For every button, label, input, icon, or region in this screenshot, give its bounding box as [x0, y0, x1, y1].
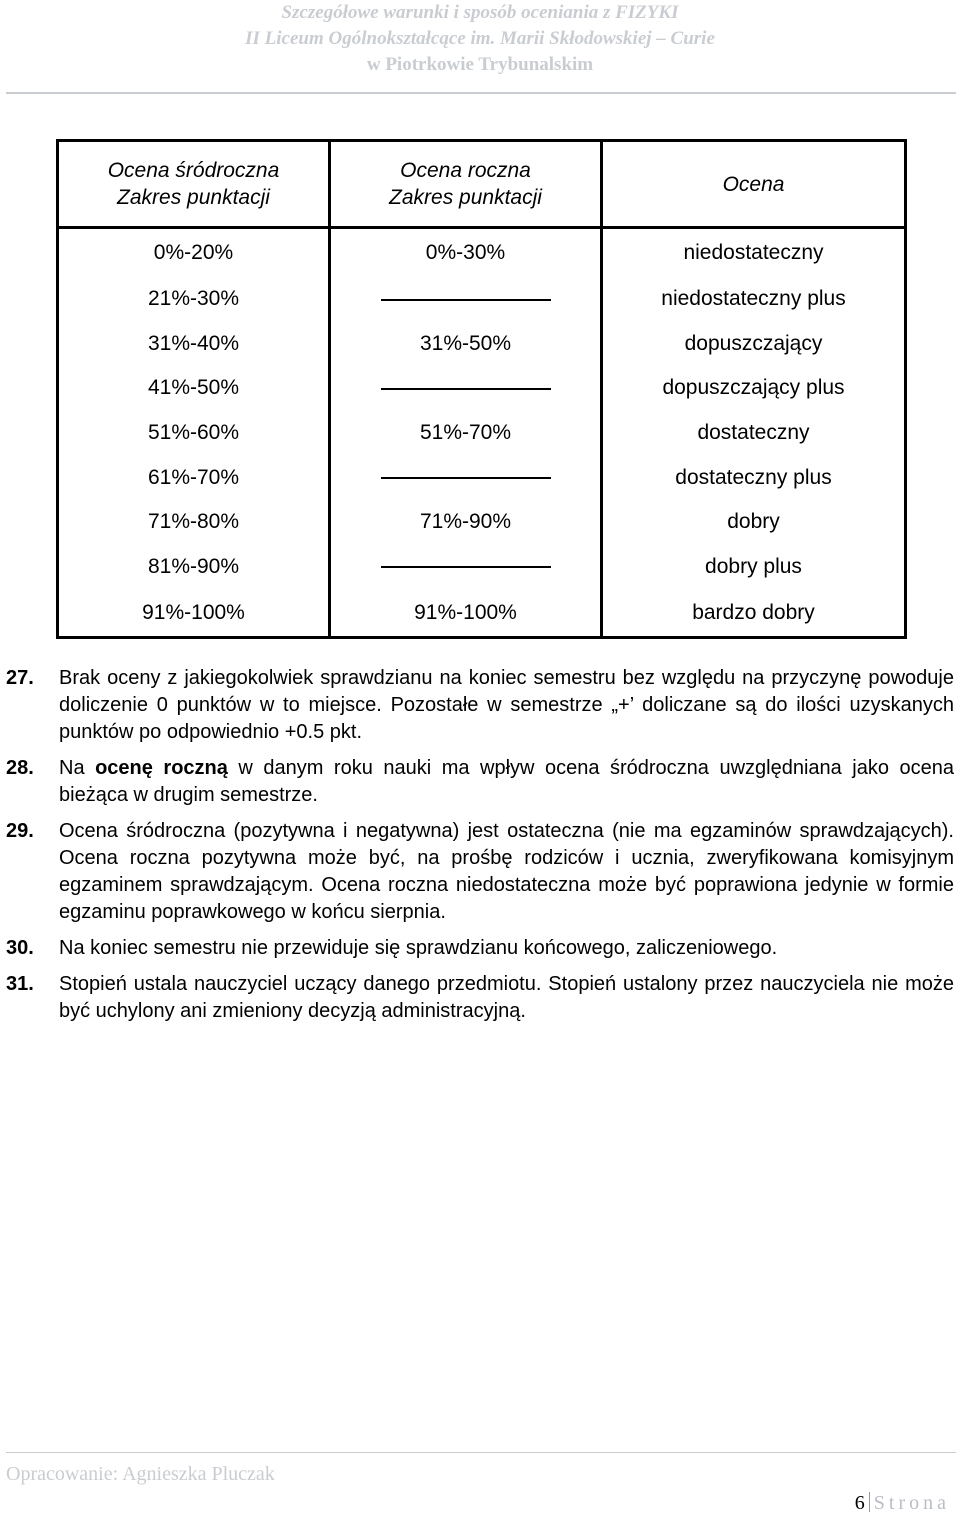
item-text-segment: Ocena śródroczna (pozytywna i negatywna) jest ostateczna (nie ma egzaminów sprawdzających). Ocena roczna pozytywna może być, na prośbę rodziców i ucznia, zweryfikowana komisyjnym egzaminem sprawdzającym. Ocena roczna niedostateczna może być poprawiona jedynie w formie egzaminu poprawkowego w końcu sierpnia.: [59, 820, 954, 923]
list-item: [6, 935, 954, 962]
item-number: 27.: [6, 667, 34, 689]
cell-midterm: 21%-30%: [58, 277, 330, 322]
header-annual-line2: Zakres punktacji: [389, 186, 542, 209]
table-body: [58, 228, 906, 638]
header-grade: [602, 141, 906, 228]
cell-midterm: 91%-100%: [58, 589, 330, 638]
table-row: [58, 277, 906, 322]
item-number: 30.: [6, 937, 34, 959]
header-midterm-line2: Zakres punktacji: [117, 186, 270, 209]
page-label: Strona: [873, 1492, 950, 1514]
list-item: [6, 971, 954, 1025]
cell-grade: dopuszczający: [602, 322, 906, 367]
cell-annual: [330, 455, 602, 500]
cell-annual: 71%-90%: [330, 500, 602, 545]
header-midterm: [58, 141, 330, 228]
page-number-block: [855, 1492, 950, 1515]
item-text-segment: Na koniec semestru nie przewiduje się sprawdzianu końcowego, zaliczeniowego.: [59, 937, 778, 959]
cell-midterm: 41%-50%: [58, 366, 330, 411]
list-item: [6, 755, 954, 809]
table-row: [58, 411, 906, 456]
table-row: [58, 228, 906, 278]
cell-midterm: 0%-20%: [58, 228, 330, 278]
table-header-row: [58, 141, 906, 228]
table-row: [58, 589, 906, 638]
header-title: Szczegółowe warunki i sposób oceniania z FIZYKI: [281, 2, 679, 23]
cell-annual: [330, 277, 602, 322]
item-text: [59, 665, 954, 746]
list-item: [6, 665, 954, 746]
empty-range-line: [381, 477, 551, 479]
item-text-segment: w danym roku nauki ma wpływ ocena śródroczna uwzględniana jako ocena bieżąca w drugim semestrze.: [59, 757, 954, 806]
cell-annual: 51%-70%: [330, 411, 602, 456]
header-school: II Liceum Ogólnokształcące im. Marii Skłodowskiej – Curie: [245, 28, 715, 49]
item-number: 29.: [6, 820, 34, 842]
cell-annual: [330, 545, 602, 590]
item-number: 31.: [6, 973, 34, 995]
footer-divider: [6, 1452, 956, 1453]
cell-midterm: 31%-40%: [58, 322, 330, 367]
page-separator: [869, 1492, 870, 1512]
cell-midterm: 61%-70%: [58, 455, 330, 500]
cell-grade: dobry plus: [602, 545, 906, 590]
cell-midterm: 71%-80%: [58, 500, 330, 545]
table-row: [58, 500, 906, 545]
page-header: [0, 0, 960, 78]
cell-grade: dobry: [602, 500, 906, 545]
item-text: [59, 935, 954, 962]
rules-list: [6, 665, 954, 1034]
item-text-segment: Brak oceny z jakiegokolwiek sprawdzianu na koniec semestru bez względu na przyczynę powoduje doliczenie 0 punktów w to miejsce. Pozostałe w semestrze „+’ doliczane są do ilości uzyskanych punktów po odpowiednio +0.5 pkt.: [59, 667, 954, 743]
cell-grade: bardzo dobry: [602, 589, 906, 638]
header-divider: [6, 92, 956, 94]
header-city: w Piotrkowie Trybunalskim: [366, 54, 594, 75]
empty-range-line: [381, 299, 551, 301]
item-text-segment: Na: [59, 757, 96, 779]
cell-annual: 91%-100%: [330, 589, 602, 638]
item-text-emphasis: ocenę roczną: [95, 757, 228, 779]
grading-table: [56, 139, 907, 639]
empty-range-line: [381, 566, 551, 568]
item-number: 28.: [6, 757, 34, 779]
header-annual: [330, 141, 602, 228]
cell-grade: niedostateczny plus: [602, 277, 906, 322]
header-annual-line1: Ocena roczna: [400, 159, 531, 182]
item-text: [59, 755, 954, 809]
header-grade-line1: Ocena: [722, 172, 785, 196]
cell-midterm: 51%-60%: [58, 411, 330, 456]
item-text: [59, 971, 954, 1025]
cell-grade: dostateczny plus: [602, 455, 906, 500]
cell-annual: [330, 366, 602, 411]
footer-author: Opracowanie: Agnieszka Pluczak: [6, 1463, 275, 1485]
cell-grade: dostateczny: [602, 411, 906, 456]
table-row: [58, 455, 906, 500]
cell-grade: niedostateczny: [602, 228, 906, 278]
list-item: [6, 818, 954, 926]
item-text: [59, 818, 954, 926]
cell-midterm: 81%-90%: [58, 545, 330, 590]
table-row: [58, 545, 906, 590]
page-number: 6: [854, 1492, 865, 1514]
table-row: [58, 322, 906, 367]
empty-range-line: [381, 388, 551, 390]
item-text-segment: Stopień ustala nauczyciel uczący danego przedmiotu. Stopień ustalony przez nauczyciela nie może być uchylony ani zmieniony decyzją administracyjną.: [59, 973, 954, 1022]
cell-grade: dopuszczający plus: [602, 366, 906, 411]
header-midterm-line1: Ocena śródroczna: [107, 159, 280, 182]
table-row: [58, 366, 906, 411]
cell-annual: 0%-30%: [330, 228, 602, 278]
cell-annual: 31%-50%: [330, 322, 602, 367]
